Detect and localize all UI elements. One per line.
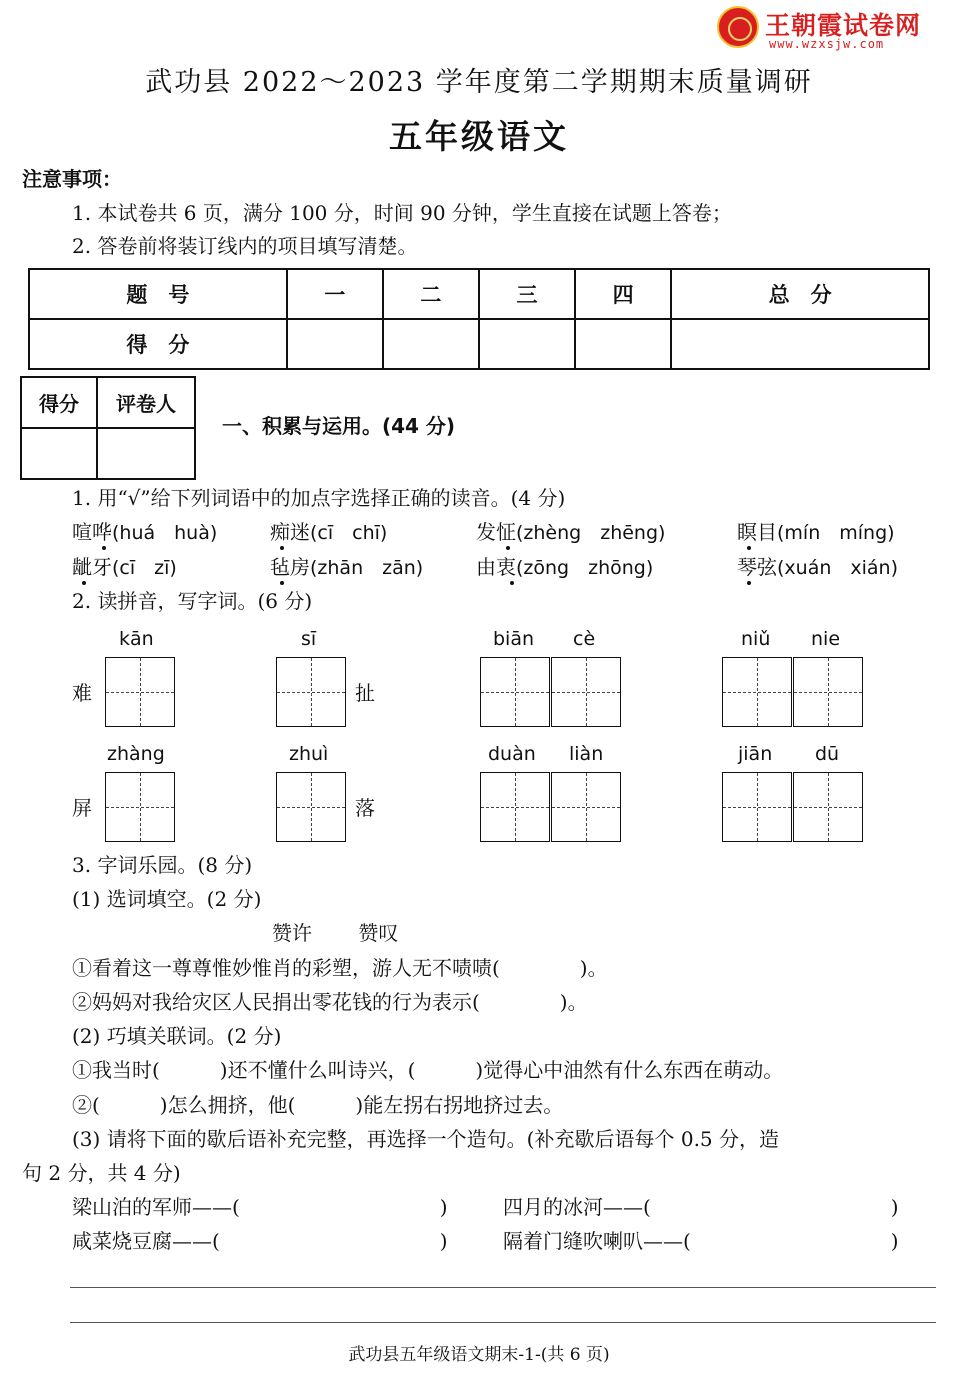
q1-item-7: [476, 553, 653, 580]
writing-grid[interactable]: [551, 772, 621, 842]
writing-grid[interactable]: [105, 657, 175, 727]
logo-emblem-icon: [717, 6, 759, 48]
writing-grid[interactable]: [480, 657, 550, 727]
score-row-label: 得 分: [29, 319, 287, 369]
pinyin-label: jiān: [738, 743, 773, 765]
pinyin-label: nie: [811, 628, 841, 650]
reviewer-name-label: 评卷人: [97, 377, 195, 428]
fill-sentence[interactable]: ②妈妈对我给灾区人民捐出零花钱的行为表示( )。: [72, 990, 588, 1014]
emphasis-dot: [747, 546, 751, 550]
logo-name: 王朝霞试卷网: [765, 11, 922, 40]
q1-word: 喧哗: [72, 520, 112, 544]
reviewer-score-cell[interactable]: [21, 428, 97, 479]
word-choices: 赞许 赞叹: [272, 921, 399, 945]
fill-sentence[interactable]: ①看着这一尊尊惟妙惟肖的彩塑，游人无不啧啧( )。: [72, 956, 608, 980]
reviewer-score-label: 得分: [21, 377, 97, 428]
q1-options[interactable]: (zhèng zhēng): [516, 522, 666, 544]
writing-grid[interactable]: [480, 772, 550, 842]
xiehouyu-item[interactable]: 隔着门缝吹喇叭——( ): [503, 1229, 899, 1253]
exam-title: 武功县 2022～2023 学年度第二学期期末质量调研: [145, 67, 813, 98]
emphasis-dot: [747, 581, 751, 585]
writing-grid[interactable]: [793, 657, 863, 727]
q1-word: 毡房: [270, 555, 310, 579]
q1-options[interactable]: (huá huà): [112, 522, 218, 544]
pinyin-label: biān: [493, 628, 535, 650]
score-input-cell[interactable]: [479, 319, 575, 369]
score-table-score-row: [29, 319, 929, 369]
q1-item-3: [476, 518, 665, 545]
score-input-cell[interactable]: [287, 319, 383, 369]
score-input-cell[interactable]: [671, 319, 929, 369]
writing-grid[interactable]: [793, 772, 863, 842]
q1-options[interactable]: (mín míng): [777, 522, 895, 544]
fixed-char: 难: [72, 681, 92, 705]
notice-item-1: 1. 本试卷共 6 页，满分 100 分，时间 90 分钟，学生直接在试题上答卷；: [72, 201, 732, 225]
xiehouyu-item[interactable]: 梁山泊的军师——( ): [72, 1195, 448, 1219]
q1-options[interactable]: (zōng zhōng): [516, 557, 654, 579]
score-input-cell[interactable]: [575, 319, 671, 369]
emphasis-dot: [506, 546, 510, 550]
notice-item-2: 2. 答卷前将装订线内的项目填写清楚。: [72, 234, 418, 258]
reviewer-name-cell[interactable]: [97, 428, 195, 479]
q1-options[interactable]: (cī chī): [310, 522, 388, 544]
q3-part1-heading: (1) 选词填空。(2 分): [72, 887, 262, 911]
q1-word: 由衷: [476, 555, 516, 579]
xiehouyu-item[interactable]: 咸菜烧豆腐——( ): [72, 1229, 448, 1253]
q1-options[interactable]: (cī zī): [112, 557, 177, 579]
q1-prompt: 1. 用“√”给下列词语中的加点字选择正确的读音。(4 分): [72, 486, 566, 510]
emphasis-dot: [82, 581, 86, 585]
score-header-cell: 三: [479, 269, 575, 319]
fixed-char: 落: [355, 796, 375, 820]
fixed-char: 扯: [355, 681, 375, 705]
writing-grid[interactable]: [276, 772, 346, 842]
fill-sentence[interactable]: ②( )怎么拥挤，他( )能左拐右拐地挤过去。: [72, 1093, 564, 1117]
writing-grid[interactable]: [105, 772, 175, 842]
pinyin-label: zhuì: [289, 743, 329, 765]
q1-item-8: [737, 553, 898, 580]
answer-line[interactable]: [70, 1322, 936, 1323]
q1-options[interactable]: (zhān zān): [310, 557, 424, 579]
writing-grid[interactable]: [276, 657, 346, 727]
q1-word: 龇牙: [72, 555, 112, 579]
section1-title: 一、积累与运用。(44 分): [222, 414, 456, 438]
score-input-cell[interactable]: [383, 319, 479, 369]
pinyin-label: liàn: [569, 743, 604, 765]
subject-title: 五年级语文: [389, 117, 569, 156]
fixed-char: 屏: [72, 796, 92, 820]
q1-word: 琴弦: [737, 555, 777, 579]
xiehouyu-item[interactable]: 四月的冰河——( ): [503, 1195, 899, 1219]
logo-url: www.wzxsjw.com: [769, 37, 885, 51]
q1-word: 发怔: [476, 520, 516, 544]
fill-sentence[interactable]: ①我当时( )还不懂什么叫诗兴，( )觉得心中油然有什么东西在萌动。: [72, 1058, 784, 1082]
emphasis-dot: [102, 546, 106, 550]
q1-options[interactable]: (xuán xián): [777, 557, 899, 579]
score-header-cell: 二: [383, 269, 479, 319]
score-header-cell: 题 号: [29, 269, 287, 319]
q1-item-4: [737, 518, 895, 545]
writing-grid[interactable]: [722, 772, 792, 842]
pinyin-label: dū: [815, 743, 840, 765]
emphasis-dot: [280, 546, 284, 550]
q3-part3-heading-cont: 句 2 分，共 4 分): [22, 1161, 181, 1185]
score-header-cell: 一: [287, 269, 383, 319]
site-logo: [717, 6, 953, 50]
pinyin-label: cè: [573, 628, 596, 650]
score-table-header-row: [29, 269, 929, 319]
q1-item-1: [72, 518, 217, 545]
pinyin-label: sī: [301, 628, 317, 650]
score-header-cell: 总 分: [671, 269, 929, 319]
score-header-cell: 四: [575, 269, 671, 319]
writing-grid[interactable]: [551, 657, 621, 727]
pinyin-label: kān: [119, 628, 154, 650]
q3-prompt: 3. 字词乐园。(8 分): [72, 853, 253, 877]
q1-word: 瞑目: [737, 520, 777, 544]
pinyin-label: duàn: [488, 743, 536, 765]
reviewer-box: [20, 376, 196, 480]
page-footer: 武功县五年级语文期末-1-(共 6 页): [348, 1345, 610, 1365]
q1-item-2: [270, 518, 387, 545]
pinyin-label: zhàng: [107, 743, 165, 765]
q3-part2-heading: (2) 巧填关联词。(2 分): [72, 1024, 282, 1048]
writing-grid[interactable]: [722, 657, 792, 727]
q1-item-5: [72, 553, 177, 580]
q2-prompt: 2. 读拼音，写字词。(6 分): [72, 589, 313, 613]
answer-line[interactable]: [70, 1287, 936, 1288]
q1-item-6: [270, 553, 423, 580]
q3-part3-heading: (3) 请将下面的歇后语补充完整，再选择一个造句。(补充歇后语每个 0.5 分，造: [72, 1127, 780, 1151]
pinyin-label: niǔ: [741, 628, 771, 650]
score-table: [28, 268, 930, 370]
emphasis-dot: [280, 581, 284, 585]
q1-word: 痴迷: [270, 520, 310, 544]
notice-heading: 注意事项：: [22, 167, 122, 191]
emphasis-dot: [510, 581, 514, 585]
